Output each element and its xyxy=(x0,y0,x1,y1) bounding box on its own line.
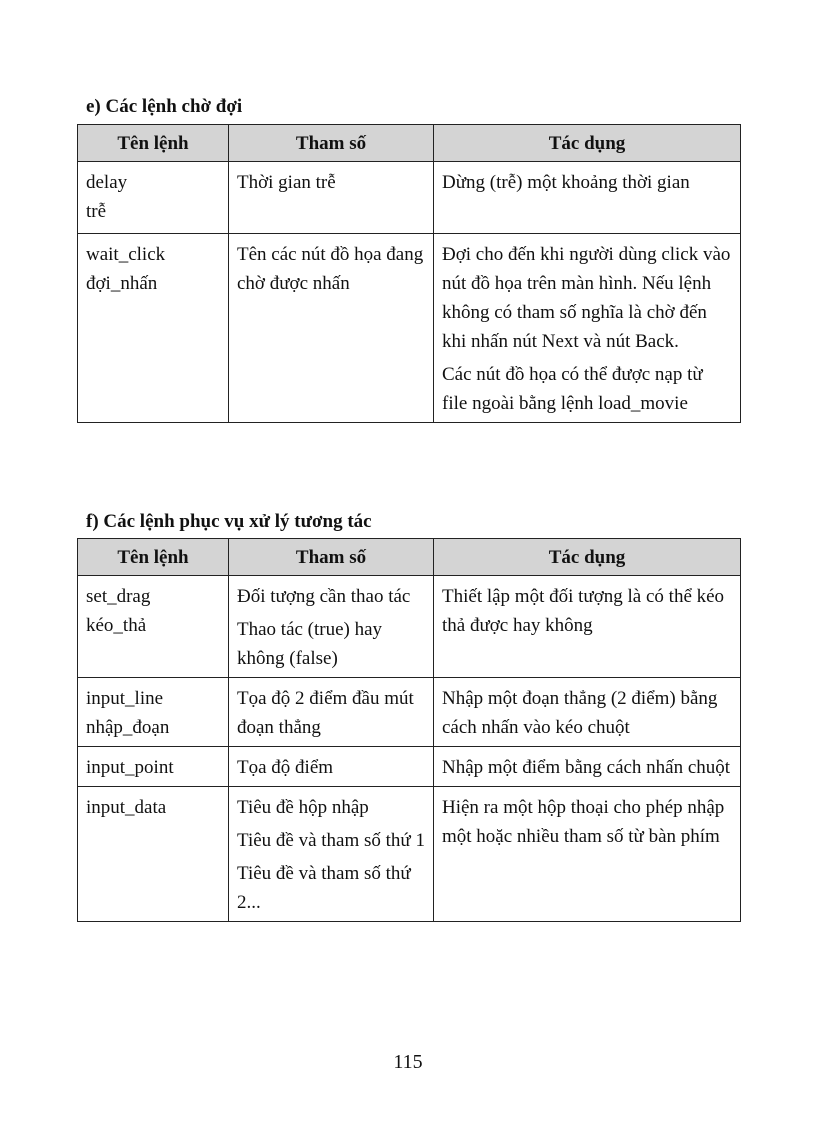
header-command-name: Tên lệnh xyxy=(78,539,229,576)
effect-text: Đợi cho đến khi người dùng click vào nút đồ họa trên màn hình. Nếu lệnh không có tham số nghĩa là chờ đến khi nhấn nút Next và nút Back. xyxy=(442,244,731,352)
parameters-cell xyxy=(229,234,434,423)
parameters-cell xyxy=(229,576,434,678)
table-header-row xyxy=(78,125,741,162)
parameter-text: Tiêu đề hộp nhập xyxy=(237,797,369,818)
command-name-cell xyxy=(78,787,229,922)
page-number: 115 xyxy=(393,1051,423,1073)
table-header-row xyxy=(78,539,741,576)
parameter-text: Thời gian trễ xyxy=(237,172,336,193)
waiting-commands-table xyxy=(77,124,741,423)
table-row xyxy=(78,234,741,423)
command-name: wait_click xyxy=(86,244,166,265)
effect-cell xyxy=(434,576,741,678)
header-effect: Tác dụng xyxy=(434,125,741,162)
parameters-cell xyxy=(229,787,434,922)
parameter-text: Tiêu đề và tham số thứ 1 xyxy=(237,830,425,851)
parameter-text: Tên các nút đồ họa đang chờ được nhấn xyxy=(237,244,424,294)
command-alias: kéo_thả xyxy=(86,615,147,636)
command-name: delay xyxy=(86,172,128,193)
parameter-text: Thao tác (true) hay không (false) xyxy=(237,619,383,669)
effect-text: Nhập một điểm bằng cách nhấn chuột xyxy=(442,757,731,778)
command-name-cell xyxy=(78,747,229,787)
command-name: input_line xyxy=(86,688,164,709)
parameter-text: Tọa độ điểm xyxy=(237,757,334,778)
effect-text: Nhập một đoạn thẳng (2 điểm) bằng cách nhấn vào kéo chuột xyxy=(442,688,718,738)
parameters-cell xyxy=(229,162,434,234)
header-parameters: Tham số xyxy=(229,125,434,162)
parameter-text: Tọa độ 2 điểm đầu mút đoạn thẳng xyxy=(237,688,414,738)
command-name: input_point xyxy=(86,757,174,778)
command-alias: nhập_đoạn xyxy=(86,717,170,738)
table-row xyxy=(78,576,741,678)
effect-text: Thiết lập một đối tượng là có thể kéo thả được hay không xyxy=(442,586,725,636)
command-name-cell xyxy=(78,162,229,234)
effect-text: Dừng (trễ) một khoảng thời gian xyxy=(442,172,690,193)
effect-cell xyxy=(434,787,741,922)
command-name-cell xyxy=(78,234,229,423)
effect-cell xyxy=(434,747,741,787)
command-alias: đợi_nhấn xyxy=(86,273,158,294)
table-row xyxy=(78,747,741,787)
table-row xyxy=(78,162,741,234)
parameter-text: Tiêu đề và tham số thứ 2... xyxy=(237,863,411,913)
command-name-cell xyxy=(78,678,229,747)
effect-cell xyxy=(434,162,741,234)
parameters-cell xyxy=(229,747,434,787)
command-name-cell xyxy=(78,576,229,678)
section-e-title: e) Các lệnh chờ đợi xyxy=(86,96,243,117)
table-row xyxy=(78,678,741,747)
header-effect: Tác dụng xyxy=(434,539,741,576)
effect-text: Hiện ra một hộp thoại cho phép nhập một hoặc nhiều tham số từ bàn phím xyxy=(442,797,725,847)
effect-cell xyxy=(434,234,741,423)
effect-cell xyxy=(434,678,741,747)
table-row xyxy=(78,787,741,922)
section-f-title: f) Các lệnh phục vụ xử lý tương tác xyxy=(86,511,372,532)
parameter-text: Đối tượng cần thao tác xyxy=(237,586,411,607)
command-name: input_data xyxy=(86,797,167,818)
header-command-name: Tên lệnh xyxy=(78,125,229,162)
header-parameters: Tham số xyxy=(229,539,434,576)
parameters-cell xyxy=(229,678,434,747)
effect-text: Các nút đồ họa có thể được nạp từ file ngoài bằng lệnh load_movie xyxy=(442,364,703,414)
command-name: set_drag xyxy=(86,586,151,607)
interaction-commands-table xyxy=(77,538,741,922)
command-alias: trễ xyxy=(86,201,107,222)
